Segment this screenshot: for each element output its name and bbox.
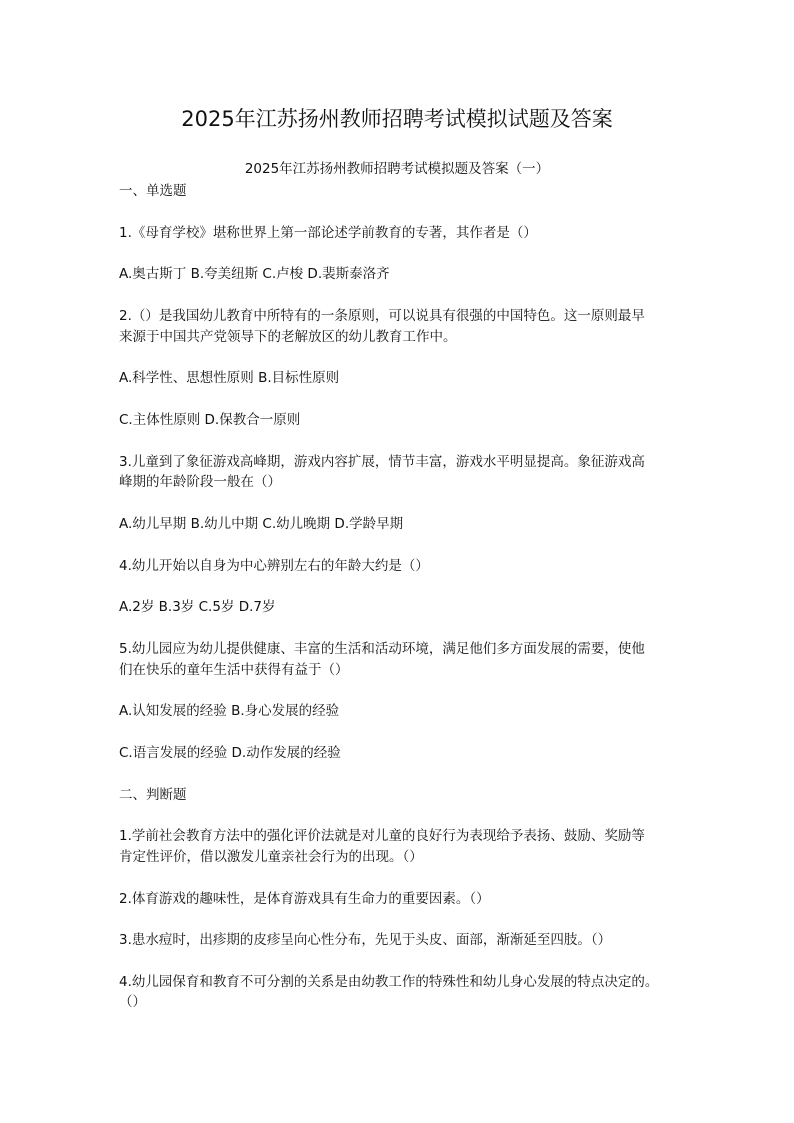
question-4: 4.幼儿开始以自身为中心辨别左右的年龄大约是（） <box>119 558 429 574</box>
judgment-2: 2.体育游戏的趣味性，是体育游戏具有生命力的重要因素。（） <box>119 891 490 907</box>
judgment-4-line-2: （） <box>119 994 146 1010</box>
question-4-options: A.2岁 B.3岁 C.5岁 D.7岁 <box>119 599 276 615</box>
question-5-line-1: 5.幼儿园应为幼儿提供健康、丰富的生活和活动环境，满足他们多方面发展的需要，使他 <box>119 641 645 657</box>
document-title: 2025年江苏扬州教师招聘考试模拟试题及答案 <box>181 107 613 131</box>
judgment-1-line-2: 肯定性评价，借以激发儿童亲社会行为的出现。（） <box>119 849 423 865</box>
question-1-options: A.奥古斯丁 B.夸美纽斯 C.卢梭 D.裴斯泰洛齐 <box>119 266 390 282</box>
question-5-options-a: A.认知发展的经验 B.身心发展的经验 <box>119 703 340 719</box>
question-2-options-a: A.科学性、思想性原则 B.目标性原则 <box>119 370 340 386</box>
question-3-line-2: 峰期的年龄阶段一般在（） <box>119 474 281 490</box>
question-3-line-1: 3.儿童到了象征游戏高峰期，游戏内容扩展，情节丰富，游戏水平明显提高。象征游戏高 <box>119 454 645 470</box>
judgment-4-line-1: 4.幼儿园保育和教育不可分割的关系是由幼教工作的特殊性和幼儿身心发展的特点决定的。 <box>119 974 659 990</box>
judgment-3: 3.患水痘时，出疹期的皮疹呈向心性分布，先见于头皮、面部，渐渐延至四肢。（） <box>119 932 612 948</box>
question-2-options-b: C.主体性原则 D.保教合一原则 <box>119 412 301 428</box>
question-2-line-2: 来源于中国共产党领导下的老解放区的幼儿教育工作中。 <box>119 329 457 345</box>
question-3-options: A.幼儿早期 B.幼儿中期 C.幼儿晚期 D.学龄早期 <box>119 516 404 532</box>
judgment-1-line-1: 1.学前社会教育方法中的强化评价法就是对儿童的良好行为表现给予表扬、鼓励、奖励等 <box>119 828 645 844</box>
question-1: 1.《母育学校》堪称世界上第一部论述学前教育的专著，其作者是（） <box>119 225 537 241</box>
document-subtitle: 2025年江苏扬州教师招聘考试模拟题及答案（一） <box>244 161 550 177</box>
section-heading-true-false: 二、判断题 <box>119 787 187 803</box>
section-heading-single-choice: 一、单选题 <box>119 183 187 199</box>
question-5-options-b: C.语言发展的经验 D.动作发展的经验 <box>119 745 341 761</box>
question-2-line-1: 2.（）是我国幼儿教育中所特有的一条原则，可以说具有很强的中国特色。这一原则最早 <box>119 308 645 324</box>
question-5-line-2: 们在快乐的童年生活中获得有益于（） <box>119 662 349 678</box>
